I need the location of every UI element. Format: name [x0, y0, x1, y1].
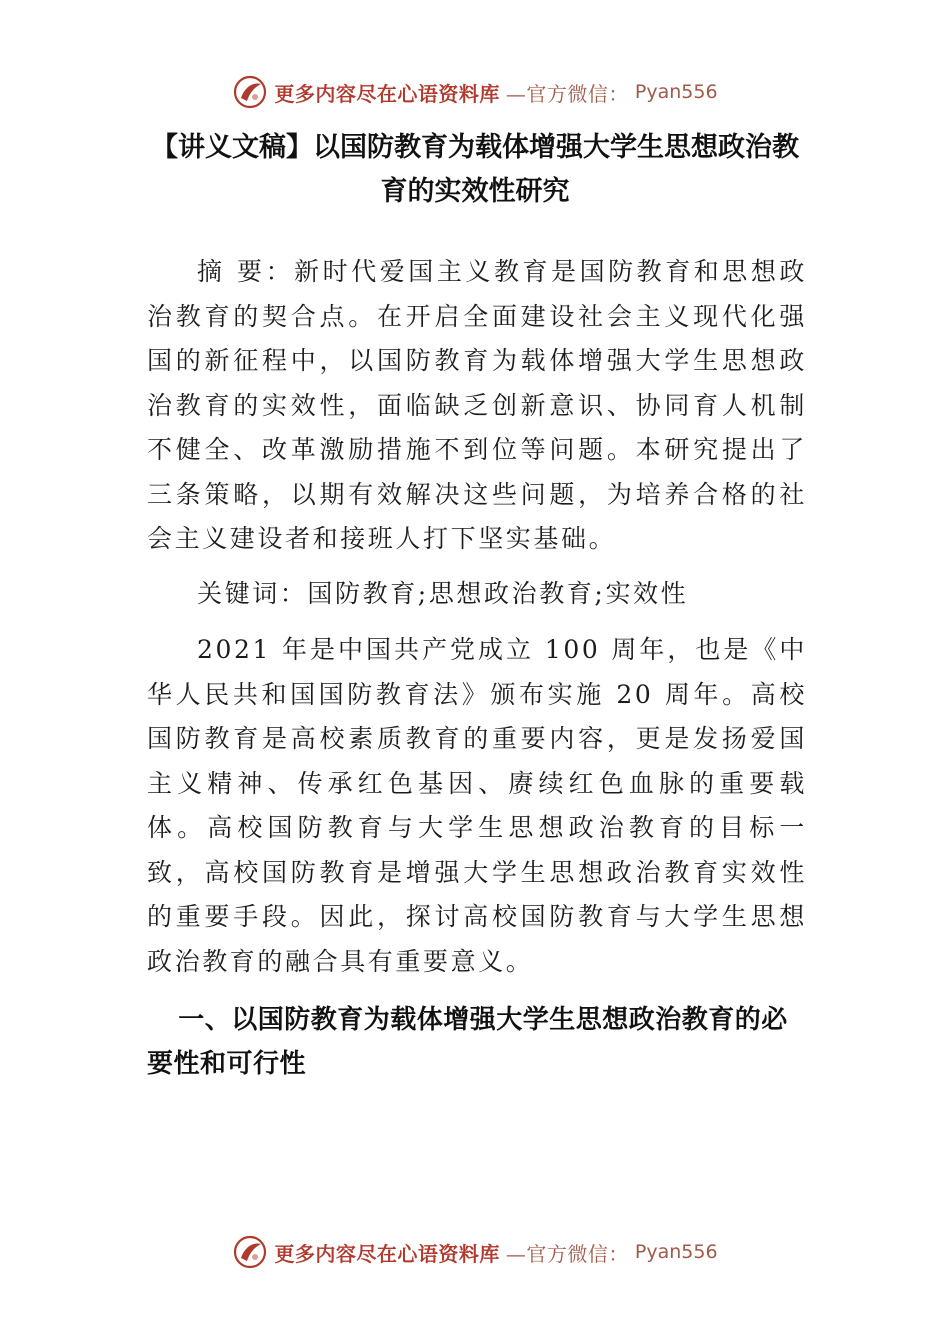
keywords-paragraph: 关键词：国防教育;思想政治教育;实效性 [197, 578, 689, 608]
banner-sub-text: —官方微信： [505, 81, 629, 106]
brand-logo-icon [232, 1234, 268, 1270]
document-body [147, 250, 807, 1086]
footer-watermark-banner [0, 1230, 950, 1274]
body-paragraph: 2021 年是中国共产党成立 100 周年，也是《中华人民共和国国防教育法》颁布实施 20 周年。高校国防教育是高校素质教育的重要内容，更是发扬爱国主义精神、传承红色基因、赓续红色血脉的重要载体。高校国防教育与大学生思想政治教育的目标一致，高校国防教育是增强大学生思想政治教育实效性的重要手段。因此，探讨高校国防教育与大学生思想政治教育的融合具有重要意义。 [147, 635, 807, 976]
document-title: 【讲义文稿】以国防教育为载体增强大学生思想政治教育的实效性研究 [151, 132, 799, 207]
header-watermark-banner [0, 70, 950, 114]
banner-main-text: 更多内容尽在心语资料库 [274, 81, 500, 106]
banner-wechat-id: Pyan556 [634, 81, 718, 103]
abstract-paragraph: 摘 要：新时代爱国主义教育是国防教育和思想政治教育的契合点。在开启全面建设社会主义现代化强国的新征程中，以国防教育为载体增强大学生思想政治教育的实效性，面临缺乏创新意识、协同育人机制不健全、改革激励措施不到位等问题。本研究提出了三条策略，以期有效解决这些问题，为培养合格的社会主义建设者和接班人打下坚实基础。 [147, 257, 807, 553]
banner-sub-text: —官方微信： [505, 1241, 629, 1266]
banner-wechat-id: Pyan556 [634, 1241, 718, 1263]
section-heading: 一、以国防教育为载体增强大学生思想政治教育的必要性和可行性 [147, 1005, 788, 1079]
brand-logo-icon [232, 74, 268, 110]
banner-main-text: 更多内容尽在心语资料库 [274, 1241, 500, 1266]
